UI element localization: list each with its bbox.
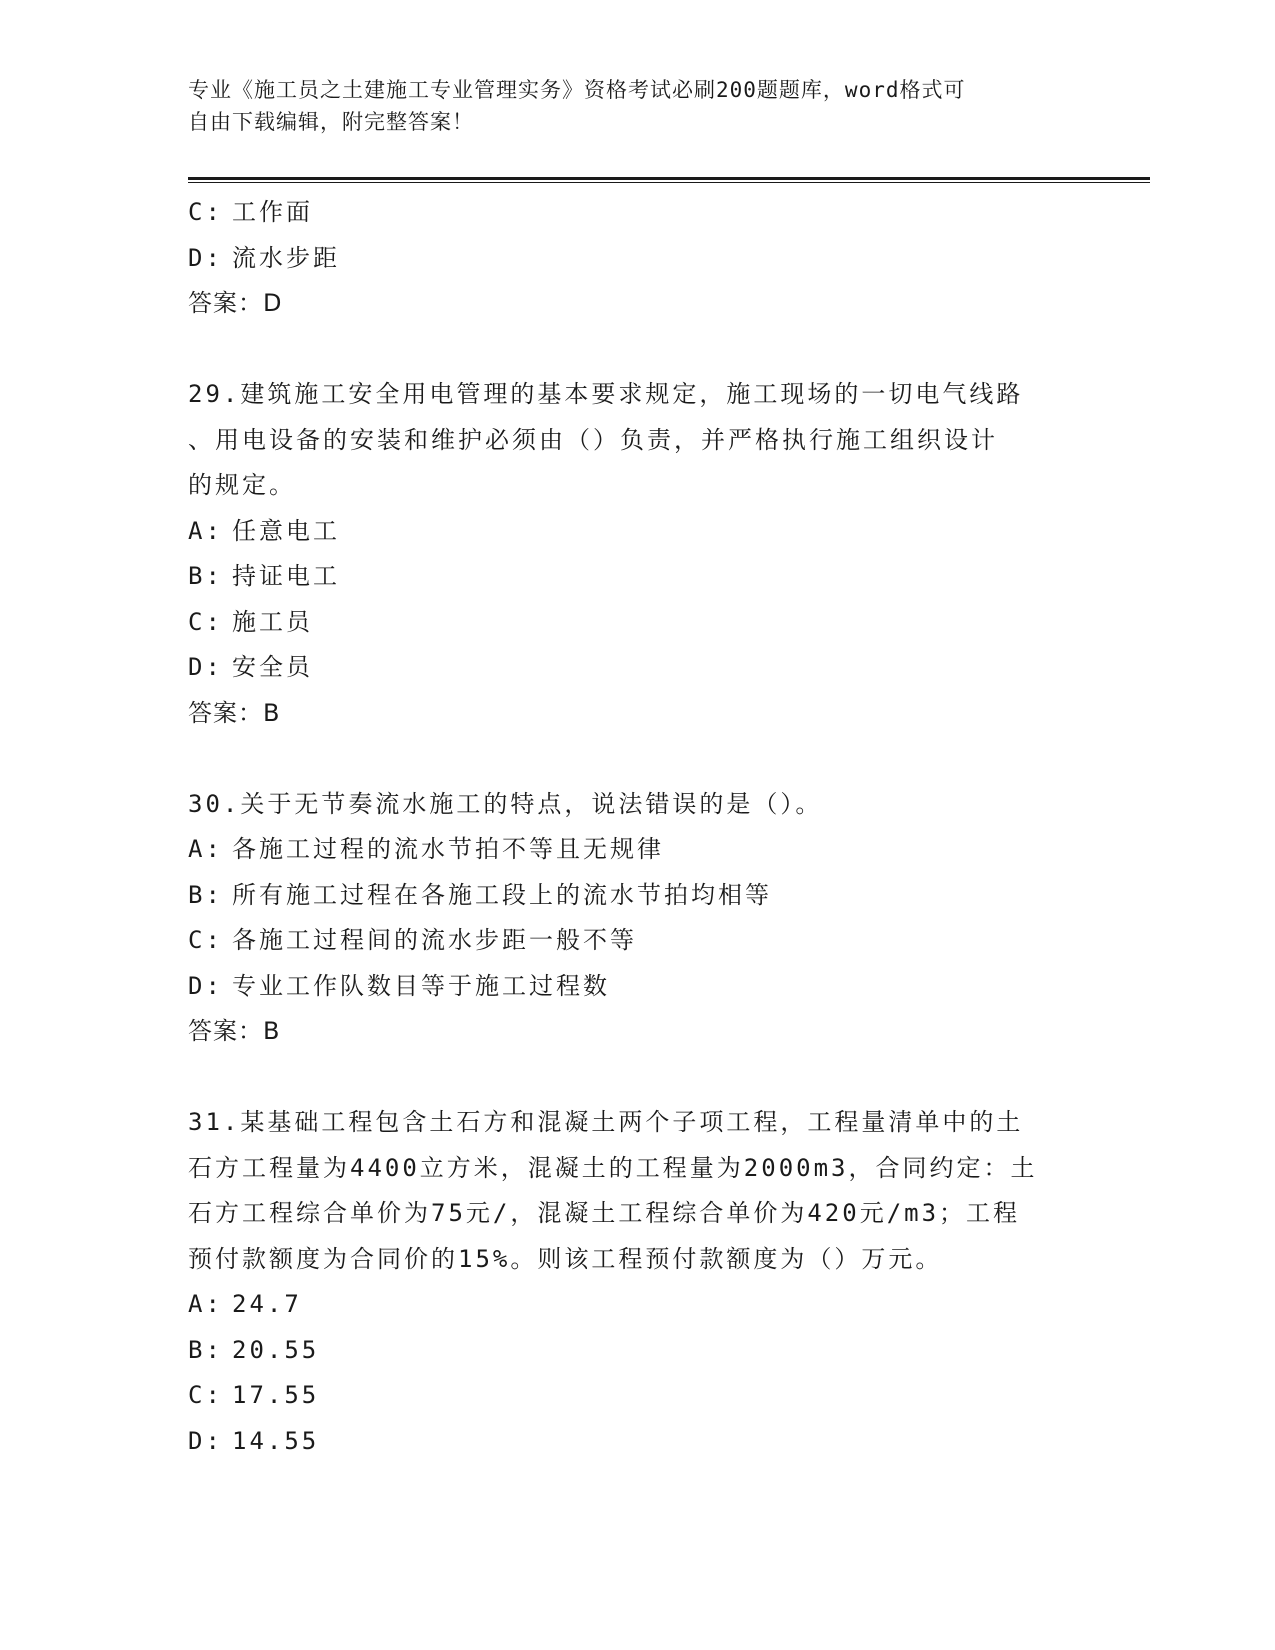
option-letter: B: xyxy=(188,562,223,590)
document-header xyxy=(188,74,1068,138)
option-letter: C: xyxy=(188,1381,223,1409)
option-text: 安全员 xyxy=(232,653,313,681)
header-divider-thin xyxy=(188,182,1150,183)
option-line xyxy=(188,1419,1088,1465)
option-line xyxy=(188,1282,1088,1328)
question-stem-line: 、用电设备的安装和维护必须由（）负责，并严格执行施工组织设计 xyxy=(188,425,998,454)
option-text: 20.55 xyxy=(232,1335,320,1364)
header-line-2: 自由下载编辑，附完整答案！ xyxy=(188,110,474,134)
option-letter: D: xyxy=(188,653,223,681)
question-content xyxy=(188,190,1088,1464)
question-29 xyxy=(188,372,1088,736)
question-stem-line: 石方工程量为4400立方米，混凝土的工程量为2000m3，合同约定：土 xyxy=(188,1153,1038,1182)
option-text: 所有施工过程在各施工段上的流水节拍均相等 xyxy=(232,880,772,909)
question-stem-line: 石方工程综合单价为75元/，混凝土工程综合单价为420元/m3；工程 xyxy=(188,1199,1021,1227)
option-letter: A: xyxy=(188,516,223,545)
option-text: 施工员 xyxy=(232,607,313,636)
option-text: 任意电工 xyxy=(232,516,340,545)
option-line xyxy=(188,645,1088,691)
question-stem-line: 的规定。 xyxy=(188,471,296,499)
option-text: 17.55 xyxy=(232,1381,320,1409)
option-text: 24.7 xyxy=(232,1290,302,1318)
option-letter: D: xyxy=(188,971,223,1000)
answer-line: 答案：B xyxy=(188,1017,281,1045)
question-stem-line: 预付款额度为合同价的15%。则该工程预付款额度为（）万元。 xyxy=(188,1244,943,1273)
option-letter: C: xyxy=(188,926,223,954)
question-spacer xyxy=(188,736,1088,782)
option-letter: A: xyxy=(188,835,223,863)
option-line xyxy=(188,600,1088,646)
option-line xyxy=(188,873,1088,919)
header-line-1: 专业《施工员之土建施工专业管理实务》资格考试必刷200题题库，word格式可 xyxy=(188,78,966,102)
answer-line: 答案：B xyxy=(188,698,281,727)
question-stem-line: 29.建筑施工安全用电管理的基本要求规定，施工现场的一切电气线路 xyxy=(188,380,1024,408)
option-line xyxy=(188,190,1088,236)
question-31 xyxy=(188,1100,1088,1464)
question-28-continued xyxy=(188,190,1088,327)
option-letter: D: xyxy=(188,1426,223,1455)
option-letter: B: xyxy=(188,1335,223,1364)
option-letter: C: xyxy=(188,607,223,636)
option-line xyxy=(188,964,1088,1010)
option-line xyxy=(188,509,1088,555)
option-line xyxy=(188,1328,1088,1374)
answer-line: 答案：D xyxy=(188,289,283,317)
option-text: 专业工作队数目等于施工过程数 xyxy=(232,971,610,1000)
option-letter: A: xyxy=(188,1290,223,1318)
option-text: 持证电工 xyxy=(232,562,340,590)
question-stem-line: 30.关于无节奏流水施工的特点，说法错误的是（）。 xyxy=(188,789,823,818)
option-letter: C: xyxy=(188,198,223,226)
option-line xyxy=(188,554,1088,600)
option-text: 14.55 xyxy=(232,1426,320,1455)
question-spacer xyxy=(188,327,1088,373)
question-stem-line: 31.某基础工程包含土石方和混凝土两个子项工程，工程量清单中的土 xyxy=(188,1108,1024,1136)
option-line xyxy=(188,236,1088,282)
header-divider-thick xyxy=(188,177,1150,180)
option-line xyxy=(188,1373,1088,1419)
option-text: 流水步距 xyxy=(232,243,340,272)
option-text: 工作面 xyxy=(232,198,313,226)
option-text: 各施工过程间的流水步距一般不等 xyxy=(232,926,637,954)
option-text: 各施工过程的流水节拍不等且无规律 xyxy=(232,835,664,863)
question-30 xyxy=(188,782,1088,1055)
option-line xyxy=(188,827,1088,873)
option-letter: B: xyxy=(188,880,223,909)
option-line xyxy=(188,918,1088,964)
question-spacer xyxy=(188,1055,1088,1101)
option-letter: D: xyxy=(188,243,223,272)
